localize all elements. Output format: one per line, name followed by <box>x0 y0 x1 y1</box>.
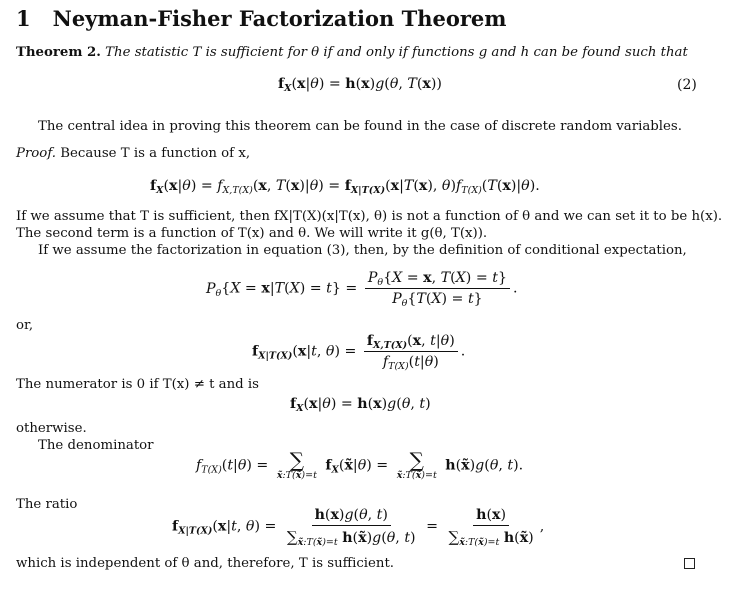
equation-ratio: $f_{X|T(X)}(x|t$, θ) = $\frac{h(x)g(\theta, t)}{\sum_{x̃:T(x̃)=t} h(x̃)g(\theta, t)}$ = $\frac{h(x)}{\sum_{x̃:T(x̃)=t} h(x̃)}$ , <box>172 507 545 548</box>
equation-cond-prob: $P_\theta\{X = x|T(X) = t\}$ = $\frac{P_\theta\{X = x, T(X) = t\}}{P_\theta\{T(X) = t\}}$ . <box>206 270 518 309</box>
ratio-fraction-1: $\frac{h(x)g(\theta, t)}{\sum_{x̃:T(x̃)=t} h(x̃)g(\theta, t)}$ <box>286 507 416 548</box>
math-fx: $f_X(x|\theta)$ <box>278 76 325 94</box>
proof-label: Proof. <box>16 146 56 161</box>
equation-denominator: $f_{T(X)}(t|\theta)$ = ∑ x̃:T(x̃)=t $f_X(x̃|\theta)$ = ∑ x̃:T(x̃)=t h(x̃)g(θ, t). <box>196 448 524 481</box>
proof-intro-text: Because T is a function of x, <box>60 146 251 161</box>
equation-number: (2) <box>677 77 697 93</box>
cond-prob-fraction: $\frac{P_\theta\{X = x, T(X) = t\}}{P_\theta\{T(X) = t\}}$ <box>365 270 510 307</box>
assume-factorization-text: If we assume the factorization in equation (3), then, by the definition of conditional expectation, <box>38 243 687 258</box>
denominator-text: The denominator <box>38 438 154 453</box>
assume-sufficient-line-1: If we assume that T is sufficient, then fX|T(X)(x|T(x), θ) is not a function of θ and we can set it to be h(x). <box>16 209 723 224</box>
section-title: Neyman-Fisher Factorization Theorem <box>52 6 507 31</box>
summation-operator: ∑ x̃:T(x̃)=t <box>276 448 317 481</box>
ratio-fraction-2: $\frac{h(x)}{\sum_{x̃:T(x̃)=t} h(x̃)}$ <box>448 507 534 548</box>
theorem-label: Theorem 2. <box>16 45 101 60</box>
equation-2: $f_X(x|\theta) = h(x)g(\theta$, T(x)) <box>278 76 442 94</box>
theorem-statement <box>16 45 688 60</box>
theorem-text: The statistic T is sufficient for θ if and only if functions g and h can be found such that <box>105 45 688 60</box>
equation-numerator: $f_X(x|\theta) = h(x)g(\theta$, t) <box>290 396 431 414</box>
summation-operator: ∑ x̃:T(x̃)=t <box>396 448 437 481</box>
otherwise-text: otherwise. <box>16 421 87 436</box>
proof-intro <box>16 146 250 161</box>
assume-sufficient-line-2: The second term is a function of T(x) and θ. We will write it g(θ, T(x)). <box>16 226 488 241</box>
numerator-zero-text: The numerator is 0 if T(x) ≠ t and is <box>16 377 259 392</box>
or-text: or, <box>16 318 34 333</box>
cond-density-fraction: $\frac{f_{X,T(X)}(x, t|\theta)}{f_{T(X)}(t|\theta)}$ <box>364 333 458 370</box>
qed-symbol <box>684 558 695 569</box>
ratio-text: The ratio <box>16 497 78 512</box>
section-number: 1 <box>16 6 31 31</box>
central-idea-text: The central idea in proving this theorem can be found in the case of discrete random variables. <box>38 119 682 134</box>
conclusion-text: which is independent of θ and, therefore, T is sufficient. <box>16 556 395 571</box>
equation-cond-density: $f_{X|T(X)}(x|t$, θ) = $\frac{f_{X,T(X)}(x, t|\theta)}{f_{T(X)}(t|\theta)}$ . <box>252 333 466 372</box>
equation-joint: $f_X(x|\theta) = f_{X,T(X)}(x$, $T(x)|\theta) = f_{X|T(X)}(x|T(x)$, $\theta)f_{T(X)}(T(x)|\theta)$. <box>150 178 540 196</box>
section-heading <box>16 6 507 31</box>
